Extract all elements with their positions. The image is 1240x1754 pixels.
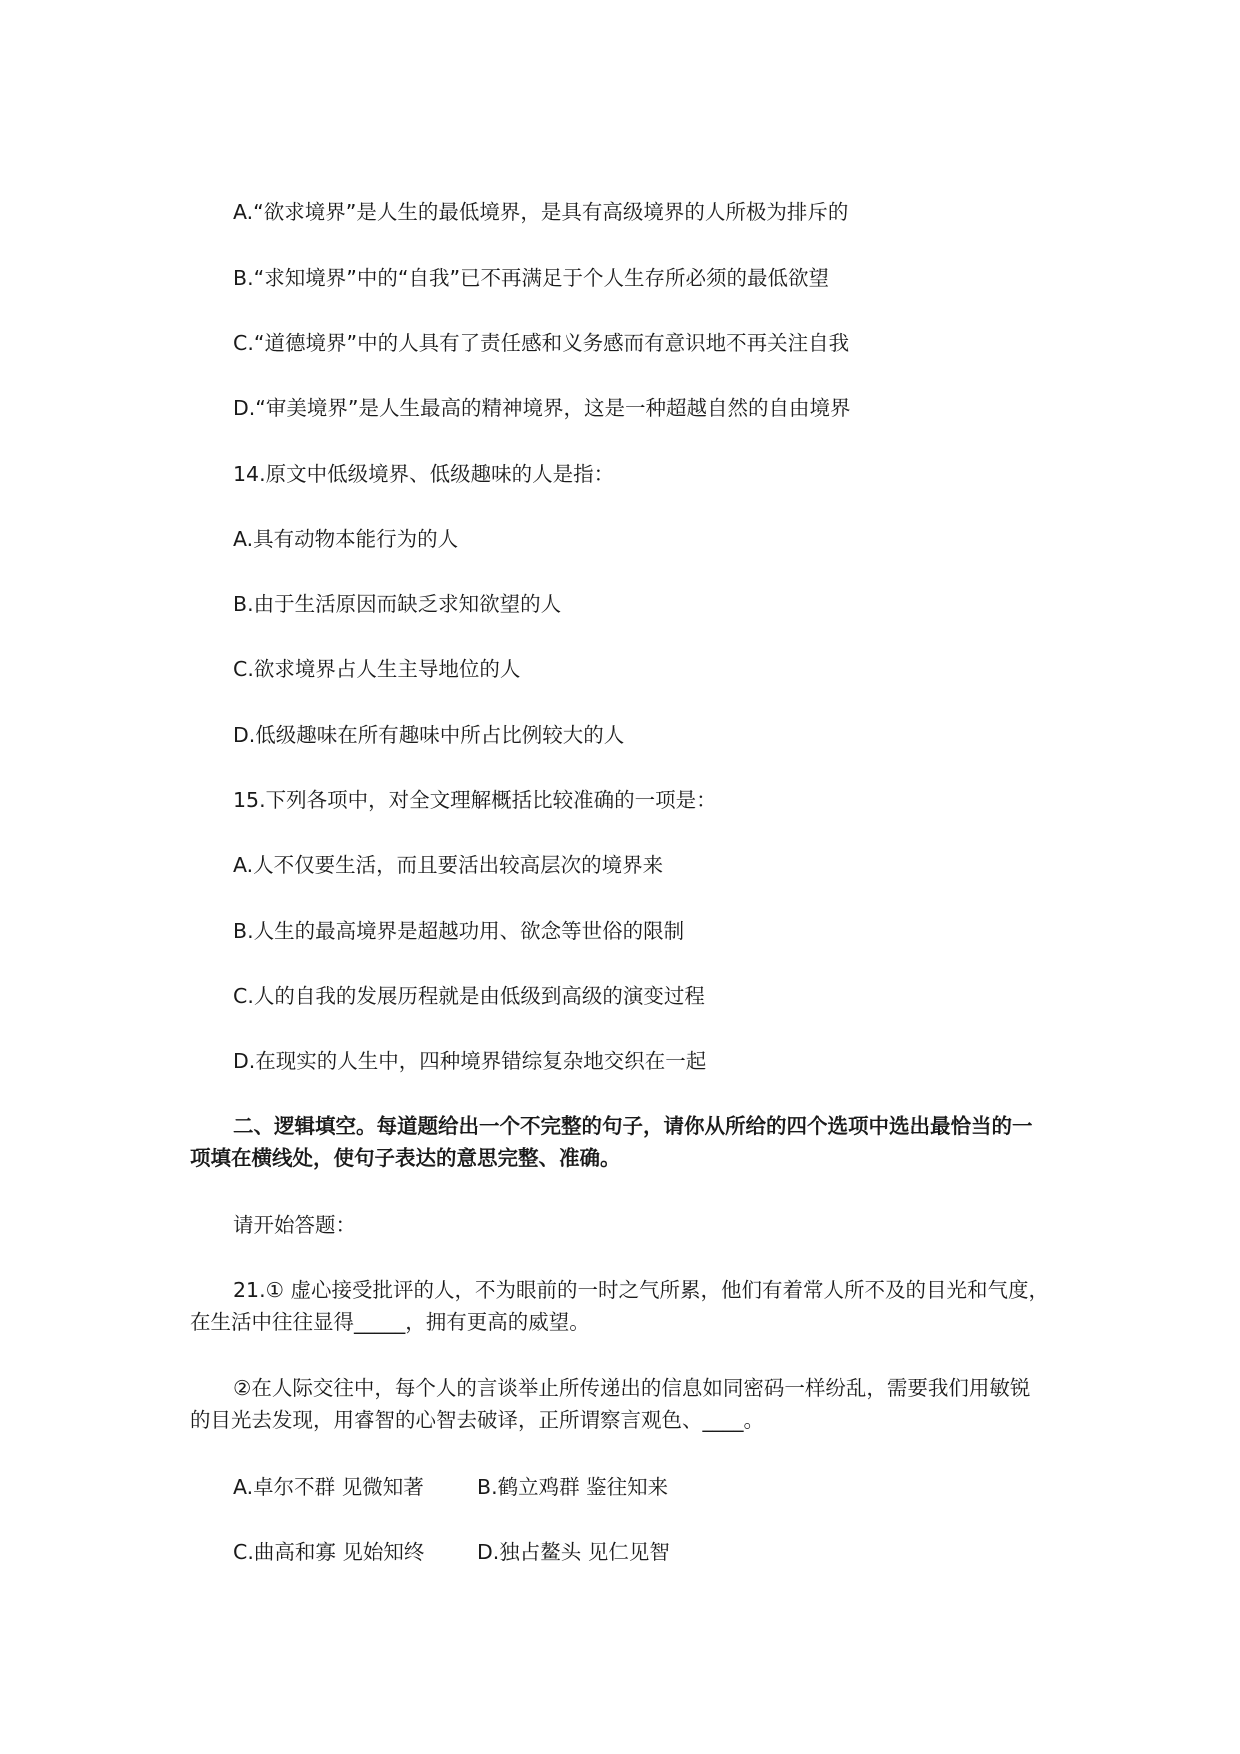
q13-option-c: C.“道德境界”中的人具有了责任感和义务感而有意识地不再关注自我	[233, 331, 850, 355]
q21-options-row1	[233, 1473, 1033, 1501]
q13-option-d: D.“审美境界”是人生最高的精神境界，这是一种超越自然的自由境界	[233, 396, 851, 420]
q15-option-a: A.人不仅要生活，而且要活出较高层次的境界来	[233, 853, 664, 877]
q14-option-a: A.具有动物本能行为的人	[233, 527, 459, 551]
q21-option-d: D.独占鳌头 见仁见智	[477, 1540, 670, 1564]
q13-option-a: A.“欲求境界”是人生的最低境界，是具有高级境界的人所极为排斥的	[233, 200, 849, 224]
q15-option-d: D.在现实的人生中，四种境界错综复杂地交织在一起	[233, 1049, 707, 1073]
q14-option-d: D.低级趣味在所有趣味中所占比例较大的人	[233, 723, 625, 747]
q14-option-b: B.由于生活原因而缺乏求知欲望的人	[233, 592, 562, 616]
q15-option-c: C.人的自我的发展历程就是由低级到高级的演变过程	[233, 984, 705, 1008]
q21-options-row2	[233, 1538, 1033, 1566]
q21-part2: ②在人际交往中，每个人的言谈举止所传递出的信息如同密码一样纷乱，需要我们用敏锐的目光去发现，用睿智的心智去破译，正所谓察言观色、____。	[190, 1376, 1031, 1432]
section-heading: 二、逻辑填空。每道题给出一个不完整的句子，请你从所给的四个选项中选出最恰当的一项填在横线处，使句子表达的意思完整、准确。	[190, 1114, 1033, 1170]
q14-option-c: C.欲求境界占人生主导地位的人	[233, 657, 521, 681]
q21-option-a: A.卓尔不群 见微知著	[233, 1475, 424, 1499]
q13-option-b: B.“求知境界”中的“自我”已不再满足于个人生存所必须的最低欲望	[233, 266, 830, 290]
q21-option-c: C.曲高和寡 见始知终	[233, 1540, 425, 1564]
q21-part1: 21.① 虚心接受批评的人，不为眼前的一时之气所累，他们有着常人所不及的目光和气度，在生活中往往显得_____，拥有更高的威望。	[190, 1278, 1049, 1334]
q14-stem: 14.原文中低级境界、低级趣味的人是指：	[233, 462, 615, 486]
q15-stem: 15.下列各项中，对全文理解概括比较准确的一项是：	[233, 788, 717, 812]
q21-option-b: B.鹤立鸡群 鉴往知来	[477, 1475, 669, 1499]
q15-option-b: B.人生的最高境界是超越功用、欲念等世俗的限制	[233, 919, 685, 943]
answer-prompt: 请开始答题：	[233, 1213, 356, 1237]
